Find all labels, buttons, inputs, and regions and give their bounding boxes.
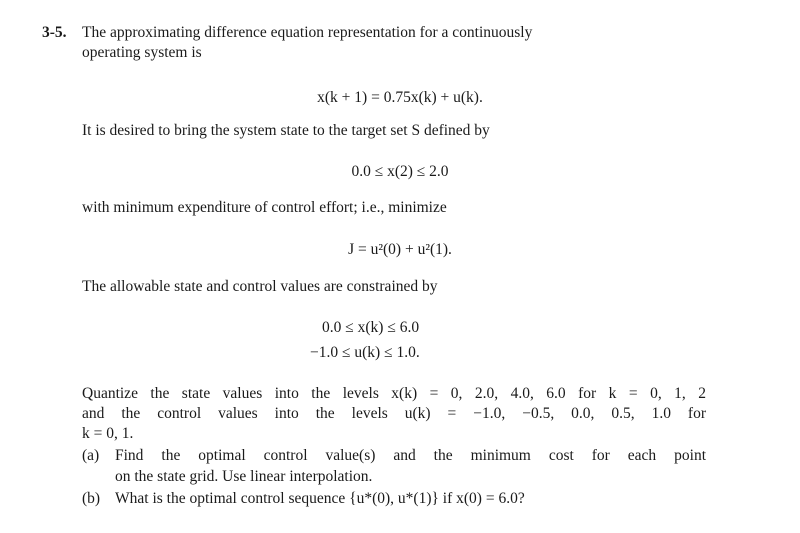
intro-line-2: operating system is: [82, 44, 202, 61]
constraint-control: −1.0 ≤ u(k) ≤ 1.0.: [310, 344, 420, 361]
quantize-line-1: Quantize the state values into the levels x(k) = 0, 2.0, 4.0, 6.0 for k = 0, 1, 2: [82, 385, 706, 402]
quantize-line-2: and the control values into the levels u(k) = −1.0, −0.5, 0.0, 0.5, 1.0 for: [82, 405, 706, 422]
part-b-text: What is the optimal control sequence {u*(0), u*(1)} if x(0) = 6.0?: [115, 490, 525, 507]
difference-equation: x(k + 1) = 0.75x(k) + u(k).: [317, 89, 483, 106]
part-b-label: (b): [82, 490, 101, 507]
target-set: 0.0 ≤ x(2) ≤ 2.0: [351, 163, 449, 180]
quantize-line-3: k = 0, 1.: [82, 425, 134, 442]
cost-function: J = u²(0) + u²(1).: [348, 241, 452, 258]
effort-text: with minimum expenditure of control effort; i.e., minimize: [82, 199, 447, 216]
constraint-state: 0.0 ≤ x(k) ≤ 6.0: [322, 319, 420, 336]
part-a-label: (a): [82, 447, 100, 464]
problem-number: 3-5.: [42, 24, 67, 41]
target-text: It is desired to bring the system state to the target set S defined by: [82, 122, 490, 139]
intro-line-1: The approximating difference equation representation for a continuously: [82, 24, 533, 41]
constraint-text: The allowable state and control values are constrained by: [82, 278, 438, 295]
part-a-line-2: on the state grid. Use linear interpolation.: [115, 468, 373, 485]
part-a-line-1: Find the optimal control value(s) and the minimum cost for each point: [115, 447, 706, 464]
